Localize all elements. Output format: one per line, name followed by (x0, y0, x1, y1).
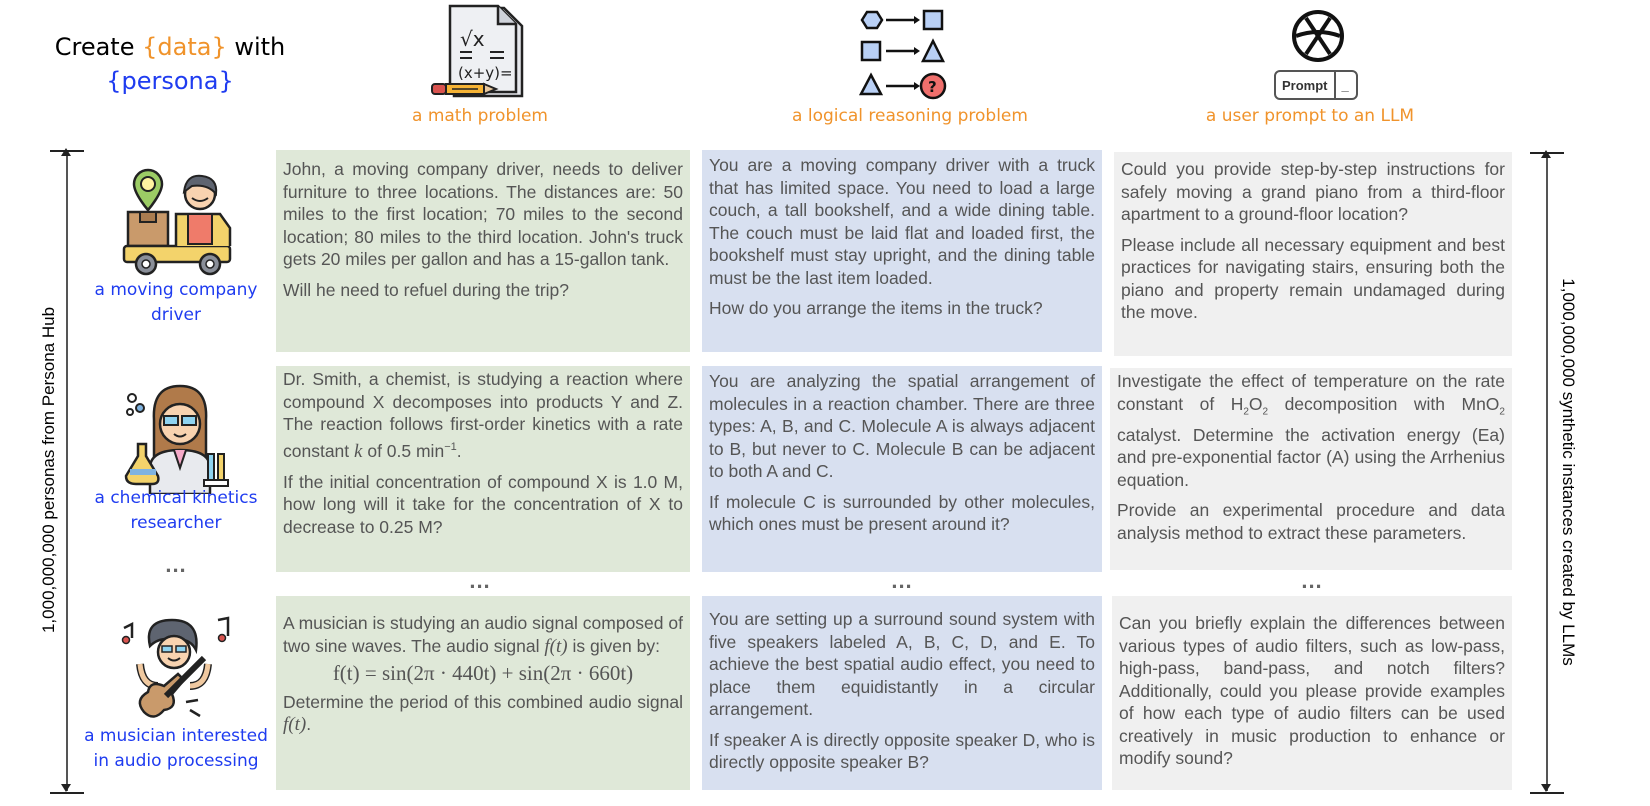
subscript: 2 (1499, 406, 1505, 417)
math-var-k: k (354, 440, 363, 462)
prompt-label: Prompt (1276, 72, 1336, 98)
right-axis-arrow-up (1541, 150, 1551, 158)
math-question-end: . (306, 714, 312, 734)
math-card-chemist (276, 366, 690, 572)
persona-label-driver: a moving company driver (94, 280, 258, 325)
right-axis-bottom-tick (1530, 792, 1564, 794)
math-card-musician (276, 596, 690, 790)
logic-card-question: If molecule C is surrounded by other molecules, which ones must be present around it? (709, 491, 1095, 534)
subscript: 2 (1262, 406, 1269, 417)
right-axis-line (1546, 153, 1548, 791)
truck-driver-icon (122, 168, 234, 276)
logic-card-text: You are setting up a surround sound system with five speakers labeled A, B, C, D, and E. To achieve the best spatial audio effect, you need to place them equidistantly in a circular arrangement. (709, 609, 1095, 719)
prompt-card-driver (1114, 152, 1512, 356)
logic-card-question: If speaker A is directly opposite speaker D, who is directly opposite speaker B? (709, 729, 1095, 772)
prompt-card-question: Provide an experimental procedure and data analysis method to extract these parameters. (1117, 500, 1505, 543)
math-exponent: −1 (444, 440, 457, 453)
llm-prompt-icon (1268, 6, 1368, 104)
math-text-a: Dr. Smith, a chemist, is studying a reaction where compound X decomposes into products Y and Z. The reaction follows first-order kinetics with a rate constant (283, 369, 683, 461)
math-card-text (283, 612, 683, 658)
svg-text:?: ? (928, 78, 937, 96)
title-persona-placeholder: {persona} (106, 67, 234, 95)
prompt-card-chemist (1110, 368, 1512, 570)
svg-text:√x: √x (460, 27, 485, 51)
logic-card-question: How do you arrange the items in the truck? (709, 298, 1043, 318)
logic-card-musician (702, 596, 1102, 790)
guitarist-icon (120, 616, 230, 722)
left-axis-label: 1,000,000,000 personas from Persona Hub (39, 306, 58, 634)
diagram-title (40, 30, 300, 98)
prompt-text-d: catalyst. Determine the activation energy (Ea) and pre-exponential factor (A) using the Arrhenius equation. (1117, 424, 1505, 490)
persona-ellipsis: ... (165, 552, 187, 577)
math-text-b: is given by: (567, 635, 660, 656)
math-ellipsis: ... (469, 568, 491, 593)
math-text-a: A musician is studying an audio signal composed of two sine waves. The audio signal (283, 613, 683, 656)
prompt-ellipsis: ... (1301, 568, 1323, 593)
svg-text:(x+y)=: (x+y)= (458, 64, 513, 82)
math-card-text: John, a moving company driver, needs to deliver furniture to three locations. The distances are: 50 miles to the first location; 70 miles to the second location; 80 miles to the third location. John's truck gets 20 miles per gallon and has a 15-gallon tank. (283, 159, 683, 269)
prompt-cursor: _ (1341, 77, 1349, 93)
persona-label-chemist: a chemical kinetics researcher (94, 488, 258, 533)
math-document-icon (428, 4, 528, 100)
prompt-card-musician (1112, 596, 1512, 790)
chemist-icon (124, 384, 232, 494)
math-text-b: of 0.5 min (362, 440, 445, 461)
left-axis-arrow-down (61, 784, 71, 792)
title-prefix: Create (54, 33, 143, 61)
prompt-input-graphic (1274, 70, 1358, 100)
logic-card-text: You are a moving company driver with a truck that has limited space. You need to load a large couch, a tall bookshelf, and a wide dining table. The couch must be laid flat and loaded first, the bookshelf must stay upright, and the dining table must be the last item loaded. (709, 155, 1095, 288)
column-heading-math: a math problem (412, 106, 548, 126)
title-mid: with (226, 33, 286, 61)
math-card-driver (276, 150, 690, 352)
math-card-text (283, 368, 683, 463)
title-data-placeholder: {data} (142, 33, 227, 61)
math-text-c: . (456, 440, 462, 461)
math-card-question (283, 691, 683, 737)
math-question-text: Determine the period of this combined audio signal (283, 691, 683, 712)
logic-card-text: You are analyzing the spatial arrangement of molecules in a reaction chamber. There are three types: A, B, and C. Molecule A is always adjacent to B, but never to C. Molecule B can be adjacent to both A and C. (709, 371, 1095, 481)
prompt-card-text: Could you provide step-by-step instructions for safely moving a grand piano from a third-floor apartment to a ground-floor location? (1121, 159, 1505, 224)
left-axis-bottom-tick (50, 792, 84, 794)
right-axis-label: 1,000,000,000 synthetic instances created by LLMs (1559, 278, 1578, 666)
prompt-card-text: Can you briefly explain the differences between various types of audio filters, such as low-pass, high-pass, band-pass, and notch filters? Additionally, could you please provide examples of how each type of audio filters can be used creatively in music production to enhance or modify sound? (1119, 613, 1505, 768)
logic-card-driver (702, 150, 1102, 352)
prompt-card-text (1117, 370, 1505, 491)
right-axis-arrow-down (1541, 784, 1551, 792)
prompt-text-a: Investigate the effect of temperature on the rate constant of H (1117, 371, 1505, 414)
subscript: 2 (1243, 406, 1249, 417)
left-axis-line (66, 151, 68, 791)
prompt-card-question: Please include all necessary equipment and best practices for navigating stairs, ensuring both the piano and property remain undamaged during the move. (1121, 234, 1505, 322)
logic-card-chemist (702, 366, 1102, 572)
logic-ellipsis: ... (891, 568, 913, 593)
math-equation: f(t) = sin(2π · 440t) + sin(2π · 660t) (332, 661, 634, 685)
math-function: f(t) (544, 635, 568, 657)
math-function: f(t) (283, 714, 307, 735)
math-card-question: Will he need to refuel during the trip? (283, 279, 569, 300)
prompt-text-c: decomposition with MnO (1268, 393, 1500, 414)
persona-label-musician: a musician interested in audio processing (84, 726, 268, 771)
left-axis-arrow-up (61, 148, 71, 156)
column-heading-logic: a logical reasoning problem (792, 106, 1028, 126)
logic-shapes-icon (858, 8, 948, 102)
prompt-text-b: O (1248, 393, 1263, 414)
math-card-question: If the initial concentration of compound X is 1.0 M, how long will it take for the concentration of X to decrease to 0.25 M? (283, 471, 683, 537)
column-heading-prompt: a user prompt to an LLM (1205, 106, 1415, 126)
